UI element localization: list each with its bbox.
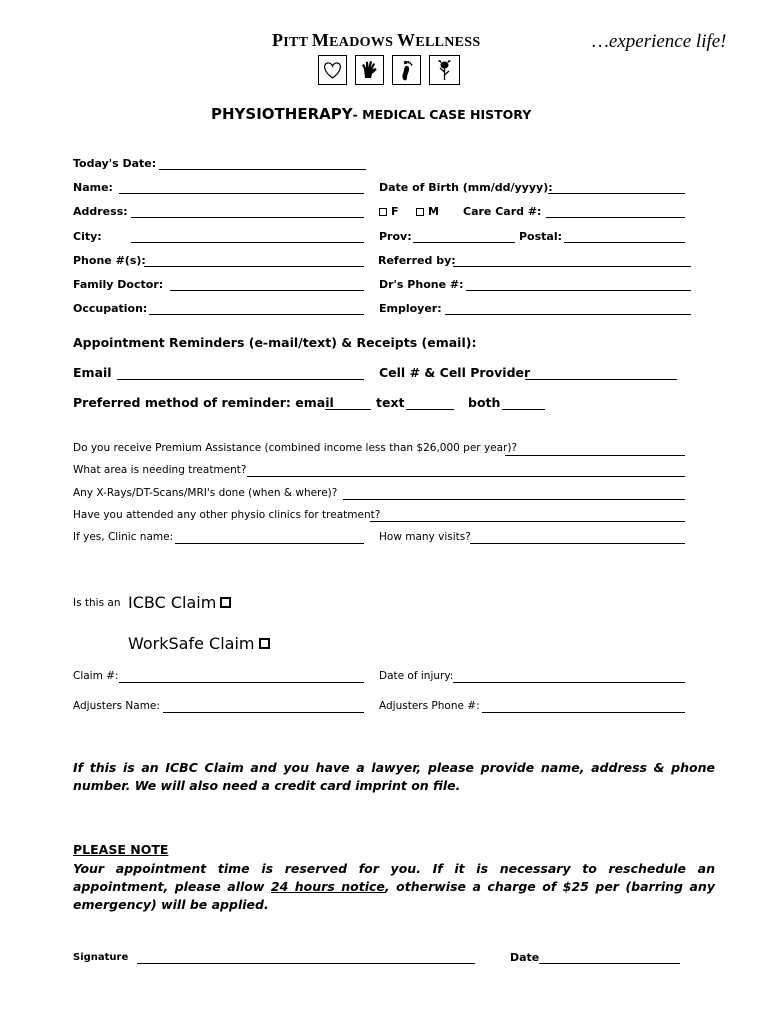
checkbox-icon[interactable] [379, 208, 387, 216]
footer-date-label: Date [510, 951, 540, 964]
cell-field[interactable] [525, 379, 677, 380]
logo [318, 55, 460, 85]
city-label: City: [73, 230, 102, 243]
family-doctor-label: Family Doctor: [73, 278, 164, 291]
name-field[interactable] [119, 193, 364, 194]
preferred-method-label: Preferred method of reminder: email [73, 395, 334, 410]
reminder-both-field[interactable] [502, 409, 545, 410]
premium-assistance-question: Do you receive Premium Assistance (combined income less than $26,000 per year)? [73, 442, 518, 454]
todays-date-label: Today's Date: [73, 157, 157, 170]
visits-label: How many visits? [379, 531, 471, 543]
adjusters-name-field[interactable] [163, 712, 364, 713]
address-label: Address: [73, 205, 128, 218]
family-doctor-field[interactable] [170, 290, 364, 291]
referred-by-field[interactable] [453, 266, 691, 267]
todays-date-field[interactable] [159, 169, 366, 170]
reminder-text-field[interactable] [406, 409, 454, 410]
postal-field[interactable] [564, 242, 685, 243]
please-note-heading: PLEASE NOTE [73, 842, 169, 857]
phone-label: Phone #(s): [73, 254, 146, 267]
clinic-name-field[interactable] [175, 543, 364, 544]
address-field[interactable] [131, 217, 364, 218]
visits-field[interactable] [470, 543, 685, 544]
page-title: PHYSIOTHERAPY- MEDICAL CASE HISTORY [211, 105, 532, 123]
email-field[interactable] [117, 379, 364, 380]
reminder-both-label: both [468, 395, 501, 410]
prov-field[interactable] [413, 242, 515, 243]
clinic-name-label: If yes, Clinic name: [73, 531, 174, 543]
xrays-field[interactable] [343, 499, 685, 500]
icbc-claim-option[interactable]: ICBC Claim [128, 593, 231, 612]
drs-phone-label: Dr's Phone #: [379, 278, 464, 291]
treatment-area-question: What area is needing treatment? [73, 464, 247, 476]
icbc-lawyer-note: If this is an ICBC Claim and you have a lawyer, please provide name, address & phone number. We will also need a credit card imprint on file. [73, 760, 715, 793]
employer-field[interactable] [445, 314, 691, 315]
signature-field[interactable] [137, 963, 475, 964]
care-card-field[interactable] [546, 217, 685, 218]
date-of-injury-label: Date of injury: [379, 670, 454, 682]
employer-label: Employer: [379, 302, 442, 315]
other-clinics-question: Have you attended any other physio clinics for treatment? [73, 509, 381, 521]
prov-label: Prov: [379, 230, 412, 243]
cell-label: Cell # & Cell Provider [379, 365, 531, 380]
checkbox-icon[interactable] [259, 638, 270, 649]
date-of-injury-field[interactable] [453, 682, 685, 683]
treatment-area-field[interactable] [247, 476, 685, 477]
worksafe-claim-option[interactable]: WorkSafe Claim [128, 634, 270, 653]
lotus-icon [429, 55, 460, 85]
phone-field[interactable] [144, 266, 364, 267]
heart-icon [318, 55, 347, 85]
other-clinics-field[interactable] [370, 521, 685, 522]
reminder-email-field[interactable] [325, 409, 371, 410]
email-label: Email [73, 365, 112, 380]
drs-phone-field[interactable] [466, 290, 691, 291]
gender-male-option[interactable]: M [416, 205, 439, 218]
checkbox-icon[interactable] [220, 597, 231, 608]
brand-name: PITT MEADOWS WELLNESS [272, 30, 481, 50]
occupation-field[interactable] [149, 314, 364, 315]
premium-assistance-field[interactable] [505, 455, 685, 456]
is-this-an-label: Is this an [73, 597, 121, 609]
foot-icon [392, 55, 421, 85]
hand-icon [355, 55, 384, 85]
reminder-text-label: text [376, 395, 405, 410]
xrays-question: Any X-Rays/DT-Scans/MRI's done (when & where)? [73, 487, 338, 499]
referred-by-label: Referred by: [378, 254, 456, 267]
please-note-text: Your appointment time is reserved for you. If it is necessary to reschedule an appointment, please allow 24 hours notice, otherwise a charge of $25 per (barring any emergency) will be applied. [73, 861, 715, 912]
gender-female-option[interactable]: F [379, 205, 399, 218]
footer-date-field[interactable] [539, 963, 680, 964]
dob-field[interactable] [548, 193, 685, 194]
checkbox-icon[interactable] [416, 208, 424, 216]
name-label: Name: [73, 181, 113, 194]
city-field[interactable] [131, 242, 364, 243]
signature-label: Signature [73, 952, 129, 963]
claim-number-field[interactable] [119, 682, 364, 683]
tagline: …experience life! [592, 31, 727, 52]
adjusters-phone-label: Adjusters Phone #: [379, 700, 480, 712]
adjusters-name-label: Adjusters Name: [73, 700, 160, 712]
postal-label: Postal: [519, 230, 563, 243]
reminders-heading: Appointment Reminders (e-mail/text) & Receipts (email): [73, 335, 477, 350]
dob-label: Date of Birth (mm/dd/yyyy): [379, 181, 553, 194]
adjusters-phone-field[interactable] [482, 712, 685, 713]
claim-number-label: Claim #: [73, 670, 119, 682]
occupation-label: Occupation: [73, 302, 148, 315]
care-card-label: Care Card #: [463, 205, 542, 218]
